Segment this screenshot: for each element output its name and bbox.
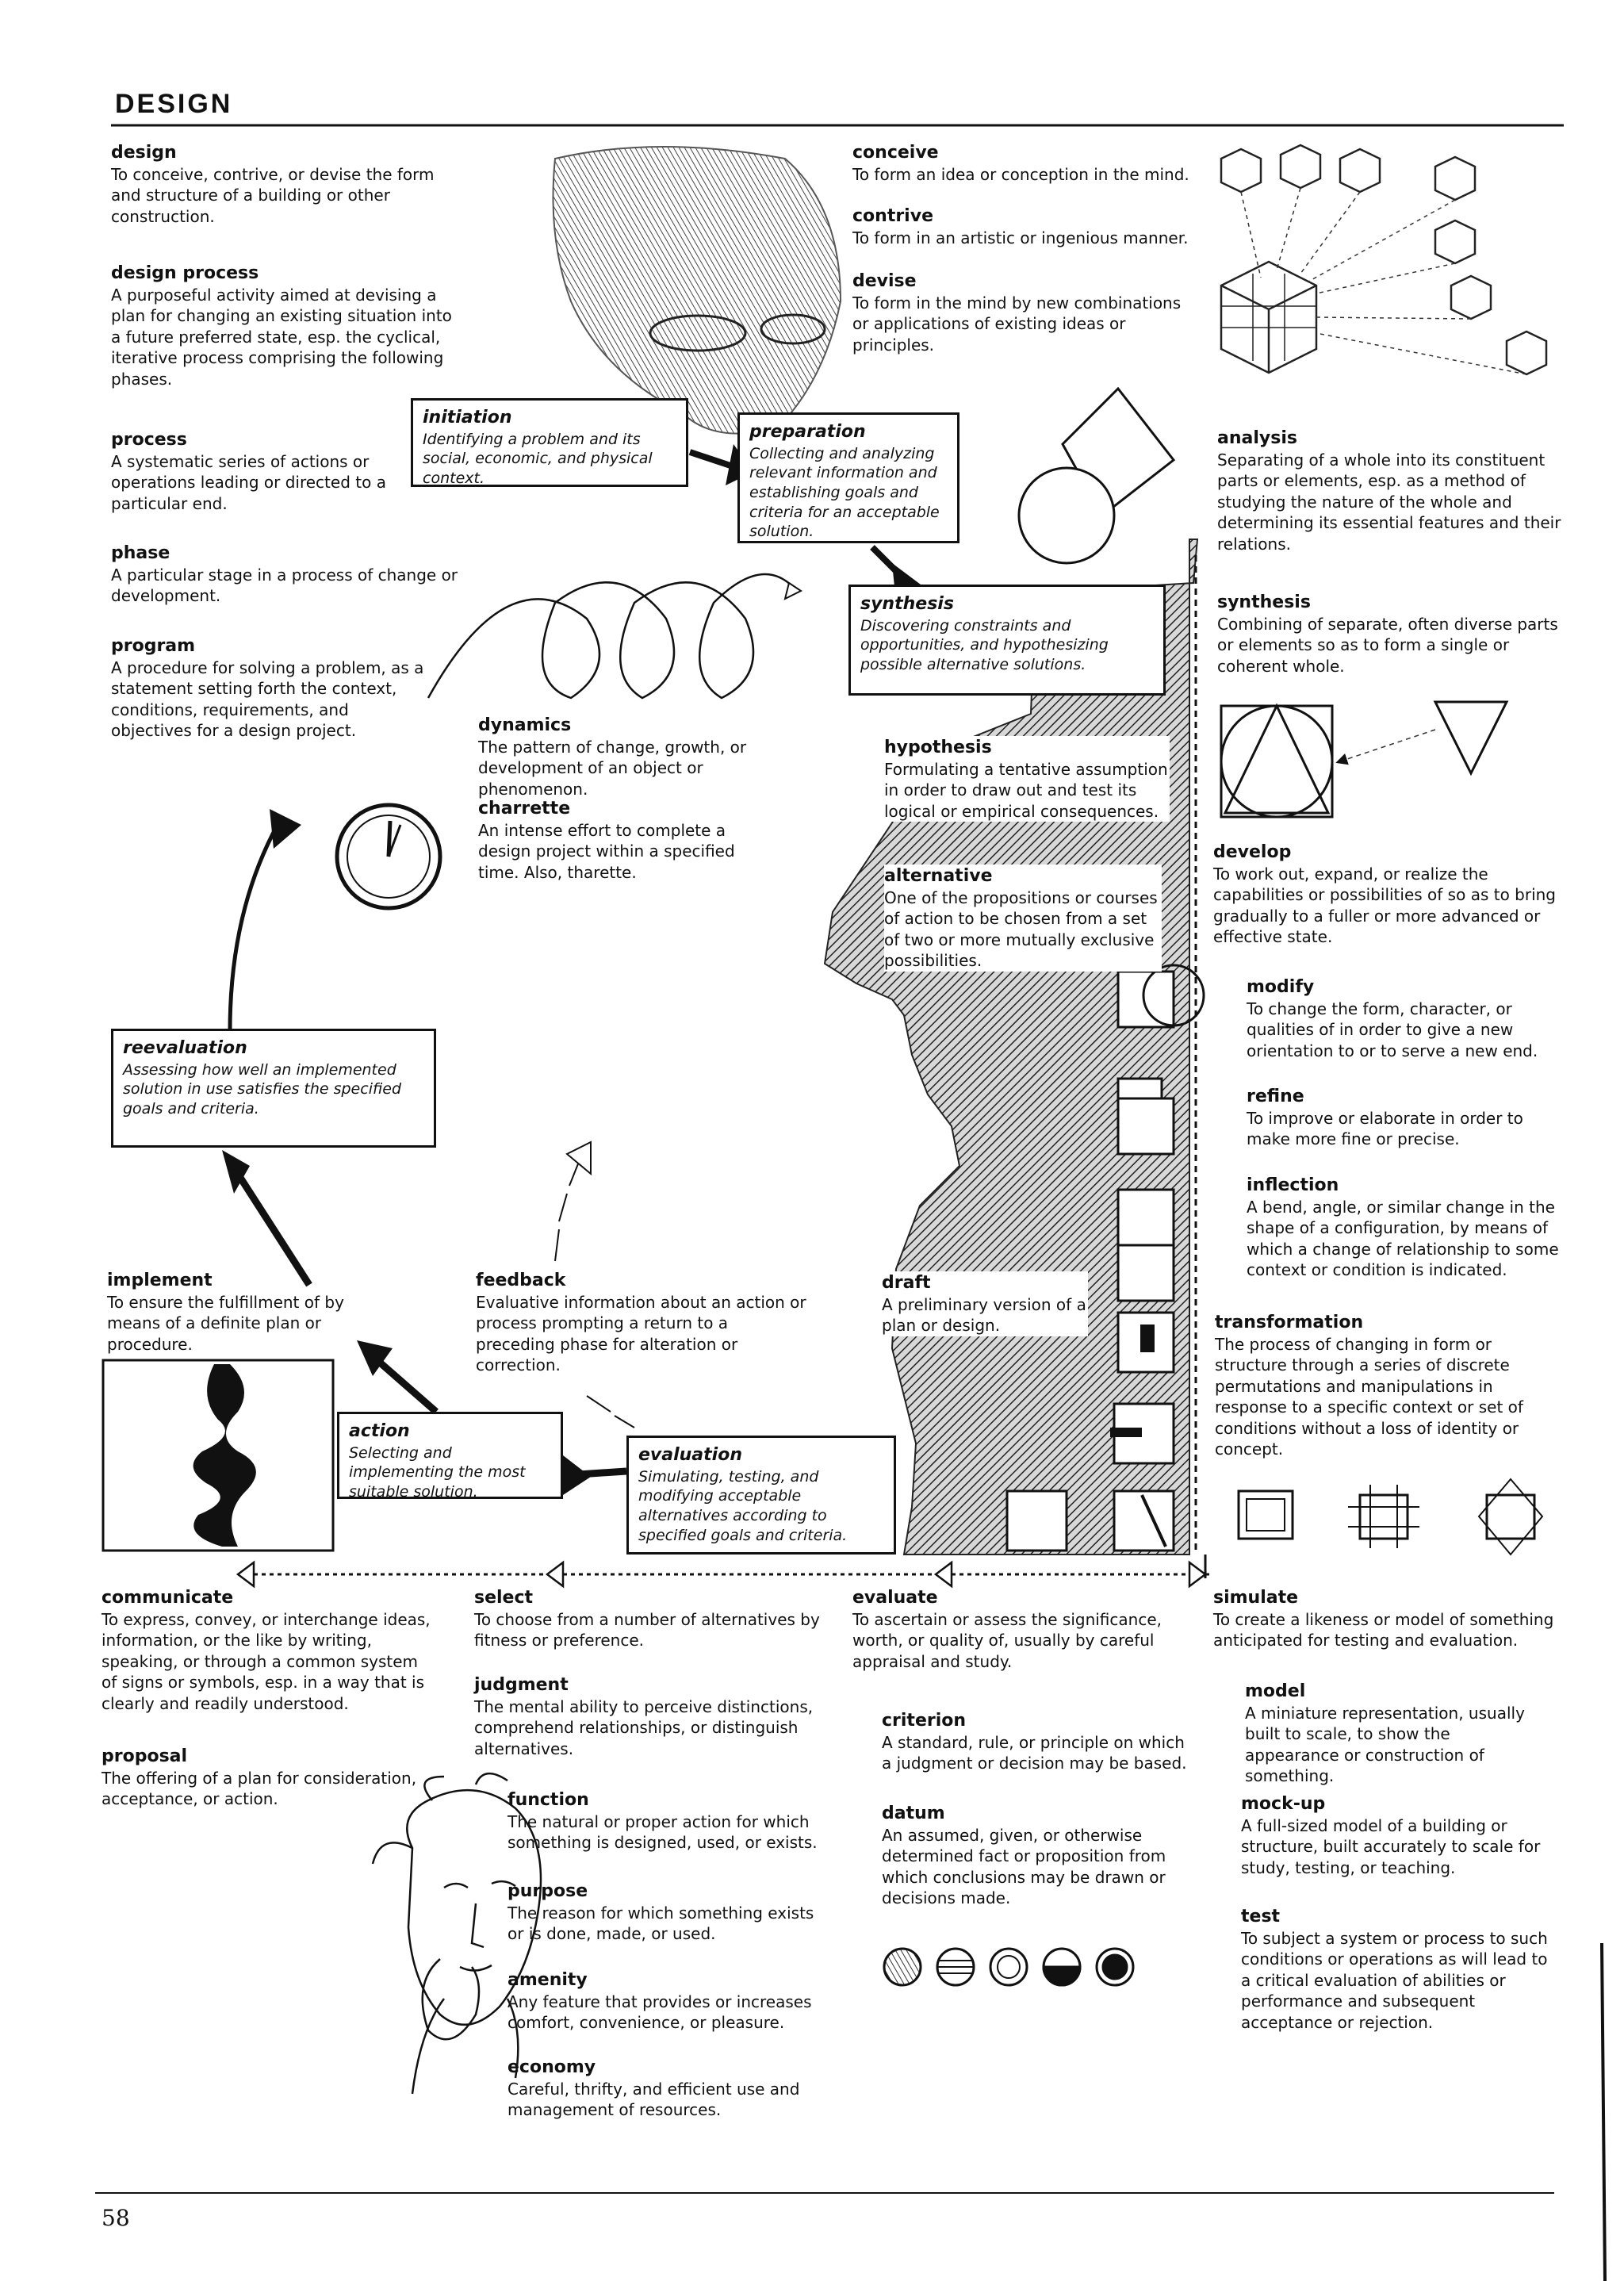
definition: An assumed, given, or otherwise determined fact or proposition from which conclusions may be drawn or decisions made.	[882, 1826, 1166, 1908]
term: communicate	[102, 1588, 234, 1608]
entry-implement	[107, 1269, 400, 1355]
entry-evaluate	[852, 1586, 1193, 1672]
term: judgment	[474, 1675, 569, 1695]
transformation-plans	[1239, 1479, 1542, 1555]
definition: To choose from a number of alternatives by fitness or preference.	[474, 1610, 820, 1650]
synthesis-arrow	[1340, 730, 1435, 761]
definition: To improve or elaborate in order to make more fine or precise.	[1247, 1109, 1523, 1149]
definition: Assessing how well an implemented solution in use satisfies the specified goals and criteria.	[123, 1060, 401, 1117]
definition: One of the propositions or courses of action to be chosen from a set of two or more mutually exclusive possibilities.	[884, 888, 1158, 971]
definition: Formulating a tentative assumption in order to draw out and test its logical or empirical consequences.	[884, 760, 1168, 821]
entry-process	[111, 428, 404, 514]
definition: Selecting and implementing the most suitable solution.	[349, 1443, 526, 1501]
definition: A procedure for solving a problem, as a statement setting forth the context, conditions, requirements, and objectives for a design project.	[111, 658, 424, 741]
page-number: 58	[102, 2205, 130, 2231]
definition: To form an idea or conception in the mind.	[852, 165, 1189, 185]
entry-draft	[882, 1271, 1088, 1336]
entry-mock-up	[1241, 1792, 1558, 1878]
term: reevaluation	[123, 1038, 247, 1058]
term: evaluation	[638, 1445, 742, 1465]
term: transformation	[1215, 1313, 1364, 1332]
term: design process	[111, 263, 259, 283]
definition: To work out, expand, or realize the capabilities or possibilities of so as to bring gradually to a fuller or more advanced or effective state.	[1213, 864, 1557, 947]
term: program	[111, 636, 196, 656]
small-black-bar	[1140, 1325, 1155, 1352]
entry-analysis	[1217, 427, 1566, 554]
definition: To form in an artistic or ingenious manner.	[852, 228, 1189, 248]
term: develop	[1213, 842, 1292, 862]
definition: To create a likeness or model of something anticipated for testing and evaluation.	[1213, 1610, 1554, 1650]
term: contrive	[852, 206, 933, 226]
phase-box-synthesis	[848, 585, 1166, 696]
term: analysis	[1217, 428, 1297, 448]
definition: A standard, rule, or principle on which a judgment or decision may be based.	[882, 1733, 1187, 1773]
term: alternative	[884, 866, 993, 886]
entry-economy	[508, 2056, 841, 2121]
term: criterion	[882, 1711, 967, 1731]
entry-design	[111, 141, 460, 227]
entry-charrette	[478, 797, 740, 883]
cycle-arrowhead	[563, 1455, 591, 1495]
cube-assembly-illustration	[1221, 145, 1546, 374]
definition: The pattern of change, growth, or development of an object or phenomenon.	[478, 738, 747, 799]
phase-box-preparation	[737, 412, 959, 543]
term: economy	[508, 2057, 596, 2077]
definition: The offering of a plan for consideration, acceptance, or action.	[102, 1769, 417, 1809]
term: proposal	[102, 1746, 188, 1766]
entry-phase	[111, 542, 460, 607]
entry-program	[111, 634, 428, 742]
term: phase	[111, 543, 170, 563]
term: inflection	[1247, 1175, 1339, 1195]
entry-conceive	[852, 141, 1201, 185]
entry-modify	[1247, 976, 1548, 1061]
term: synthesis	[1217, 592, 1311, 612]
term: dynamics	[478, 715, 572, 735]
term: draft	[882, 1273, 931, 1293]
entry-transformation	[1215, 1311, 1548, 1459]
entry-criterion	[882, 1709, 1191, 1774]
entry-amenity	[508, 1969, 841, 2034]
entry-design-process	[111, 262, 460, 389]
circle-in-square-shape	[1221, 706, 1332, 817]
definition: An intense effort to complete a design project within a specified time. Also, tharette.	[478, 821, 735, 882]
entry-proposal	[102, 1745, 435, 1810]
dynamics-loop-illustration	[428, 574, 793, 698]
term: initiation	[423, 408, 512, 427]
definition: Identifying a problem and its social, economic, and physical context.	[423, 430, 653, 487]
cycle-arrow-up	[230, 825, 278, 1031]
definition: Simulating, testing, and modifying acceptable alternatives according to specified goals and criteria.	[638, 1467, 848, 1544]
phase-box-action	[337, 1412, 563, 1499]
term: hypothesis	[884, 738, 992, 757]
definition: To form in the mind by new combinations or applications of existing ideas or principles.	[852, 293, 1182, 355]
entry-purpose	[508, 1880, 825, 1945]
term: amenity	[508, 1970, 588, 1990]
definition: A systematic series of actions or operations leading or directed to a particular end.	[111, 452, 386, 513]
term: model	[1245, 1681, 1306, 1701]
datum-circles	[884, 1949, 1133, 1985]
definition: A bend, angle, or similar change in the shape of a configuration, by means of which a change of relationship to some context or condition is indicated.	[1247, 1198, 1559, 1280]
entry-model	[1245, 1680, 1546, 1787]
term: test	[1241, 1907, 1281, 1926]
definition: Collecting and analyzing relevant information and establishing goals and criteria for an acceptable solution.	[749, 444, 940, 541]
term: function	[508, 1790, 589, 1810]
entry-inflection	[1247, 1174, 1564, 1281]
definition: To ascertain or assess the significance, worth, or quality of, usually by careful appraisal and study.	[852, 1610, 1162, 1671]
entry-develop	[1213, 841, 1562, 948]
entry-select	[474, 1586, 823, 1651]
term: evaluate	[852, 1588, 938, 1608]
cycle-arrow-implement	[238, 1174, 309, 1285]
entry-contrive	[852, 205, 1201, 248]
phase-box-evaluation	[626, 1436, 896, 1555]
term: modify	[1247, 977, 1315, 997]
entry-refine	[1247, 1085, 1548, 1150]
definition: The process of changing in form or structure through a series of discrete permutations and manipulations in response to a specific context or set of conditions without a loss of identity or concept.	[1215, 1335, 1523, 1459]
definition: A particular stage in a process of change or development.	[111, 565, 458, 606]
term: refine	[1247, 1087, 1304, 1106]
triangle-in-circle-shape	[1225, 706, 1328, 813]
entry-function	[508, 1788, 841, 1854]
definition: To change the form, character, or qualities of in order to give a new orientation to or to serve a new end.	[1247, 999, 1538, 1060]
cycle-arrowhead	[270, 809, 301, 849]
definition: A purposeful activity aimed at devising a plan for changing an existing situation into a future preferred state, esp. the cyclical, iterative process comprising the following phases.	[111, 286, 452, 389]
small-black-bar	[1110, 1428, 1142, 1437]
face-sketch-illustration	[553, 147, 841, 434]
definition: To express, convey, or interchange ideas, information, or the like by writing, speaking, or through a common system of signs or symbols, esp. in a way that is clearly and readily understood.	[102, 1610, 431, 1713]
term: devise	[852, 271, 917, 291]
term: datum	[882, 1804, 945, 1823]
entry-alternative	[884, 864, 1162, 972]
page-edge-line	[1602, 1943, 1605, 2281]
entry-devise	[852, 270, 1201, 355]
phase-box-reevaluation	[111, 1029, 436, 1148]
entry-datum	[882, 1802, 1191, 1909]
term: mock-up	[1241, 1794, 1326, 1814]
definition: Any feature that provides or increases comfort, convenience, or pleasure.	[508, 1992, 812, 2033]
term: select	[474, 1588, 534, 1608]
entry-feedback	[476, 1269, 809, 1376]
circle-shape	[1019, 468, 1114, 563]
definition: The mental ability to perceive distinctions, comprehend relationships, or distinguish alternatives.	[474, 1697, 814, 1758]
definition: Discovering constraints and opportunities, and hypothesizing possible alternative solutions.	[860, 616, 1109, 673]
entry-judgment	[474, 1673, 839, 1759]
entry-hypothesis	[884, 736, 1170, 822]
term: design	[111, 143, 177, 163]
definition: A preliminary version of a plan or design.	[882, 1295, 1086, 1336]
definition: Careful, thrifty, and efficient use and management of resources.	[508, 2080, 800, 2120]
inverted-triangle-shape	[1435, 702, 1507, 773]
definition: The natural or proper action for which something is designed, used, or exists.	[508, 1812, 818, 1853]
definition: Separating of a whole into its constituent parts or elements, esp. as a method of studying the nature of the whole and determining its essential features and their relations.	[1217, 450, 1561, 554]
entry-communicate	[102, 1586, 435, 1714]
term: simulate	[1213, 1588, 1299, 1608]
entry-simulate	[1213, 1586, 1554, 1651]
term: charrette	[478, 799, 571, 818]
entry-synthesis	[1217, 591, 1566, 677]
phase-box-initiation	[411, 398, 688, 487]
term: action	[349, 1421, 410, 1441]
definition: A miniature representation, usually built to scale, to show the appearance or construction of something.	[1245, 1704, 1525, 1786]
cycle-arrow-action	[373, 1356, 436, 1412]
definition: Combining of separate, often diverse parts or elements so as to form a single or coherent whole.	[1217, 615, 1558, 676]
term: conceive	[852, 143, 939, 163]
definition: A full-sized model of a building or structure, built accurately to scale for study, testing, or teaching.	[1241, 1816, 1541, 1877]
term: process	[111, 430, 187, 450]
term: synthesis	[860, 594, 954, 614]
definition: Evaluative information about an action or process prompting a return to a preceding phase for alteration or correction.	[476, 1293, 806, 1375]
definition: To conceive, contrive, or devise the form and structure of a building or other construction.	[111, 165, 435, 226]
definition: The reason for which something exists or is done, made, or used.	[508, 1903, 814, 1944]
page-title: DESIGN	[115, 89, 233, 119]
loop-arrowhead	[785, 583, 801, 599]
term: feedback	[476, 1271, 566, 1290]
definition: To subject a system or process to such conditions or operations as will lead to a critical evaluation of abilities or performance and subsequent acceptance or rejection.	[1241, 1929, 1548, 2032]
term: preparation	[749, 422, 866, 442]
term: implement	[107, 1271, 213, 1290]
entry-dynamics	[478, 714, 811, 799]
term: purpose	[508, 1881, 588, 1901]
definition: To ensure the fulfillment of by means of a definite plan or procedure.	[107, 1293, 344, 1354]
entry-test	[1241, 1905, 1558, 2033]
